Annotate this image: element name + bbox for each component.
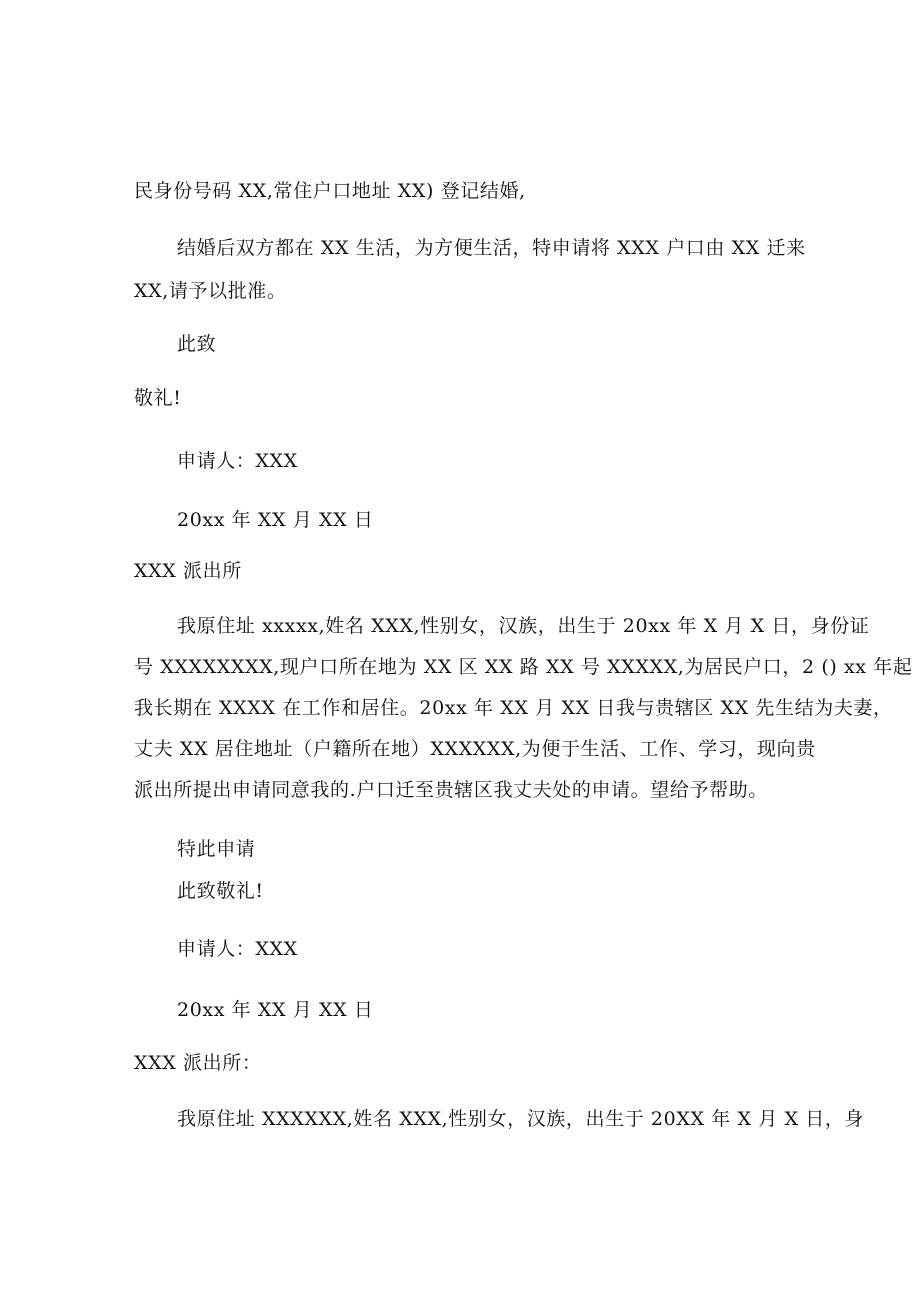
closing-salutation: 此致 — [177, 333, 217, 355]
text-line: 我长期在 XXXX 在工作和居住。20xx 年 XX 月 XX 日我与贵辖区 XX 先生结为夫妻， — [134, 697, 893, 719]
text-line: 丈夫 XX 居住地址（户籍所在地）XXXXXX,为便于生活、工作、学习，现向贵 — [134, 738, 816, 760]
text-line: 派出所提出申请同意我的.户口迁至贵辖区我丈夫处的申请。望给予帮助。 — [134, 779, 768, 801]
closing-salutation: 敬礼! — [134, 387, 182, 409]
text-line: 我原住址 xxxxx,姓名 XXX,性别女，汉族，出生于 20xx 年 X 月 X 日，身份证 — [177, 615, 870, 637]
addressee: XXX 派出所： — [134, 1052, 262, 1074]
date-line: 20xx 年 XX 月 XX 日 — [177, 999, 374, 1021]
text-line: 民身份号码 XX,常住户口地址 XX) 登记结婚, — [134, 180, 526, 202]
applicant-signature: 申请人：XXX — [177, 450, 298, 472]
text-line: 我原住址 XXXXXX,姓名 XXX,性别女，汉族，出生于 20XX 年 X 月 X 日，身 — [177, 1108, 865, 1130]
addressee: XXX 派出所 — [134, 560, 242, 582]
applicant-signature: 申请人：XXX — [177, 938, 298, 960]
text-line: 号 XXXXXXXX,现户口所在地为 XX 区 XX 路 XX 号 XXXXX,为居民户口，2 () xx 年起 — [134, 656, 913, 678]
text-line: XX,请予以批准。 — [134, 280, 287, 302]
text-line: 结婚后双方都在 XX 生活，为方便生活，特申请将 XXX 户口由 XX 迁来 — [177, 237, 806, 259]
closing-salutation: 此致敬礼! — [177, 880, 264, 902]
date-line: 20xx 年 XX 月 XX 日 — [177, 509, 374, 531]
closing-request: 特此申请 — [177, 838, 256, 860]
